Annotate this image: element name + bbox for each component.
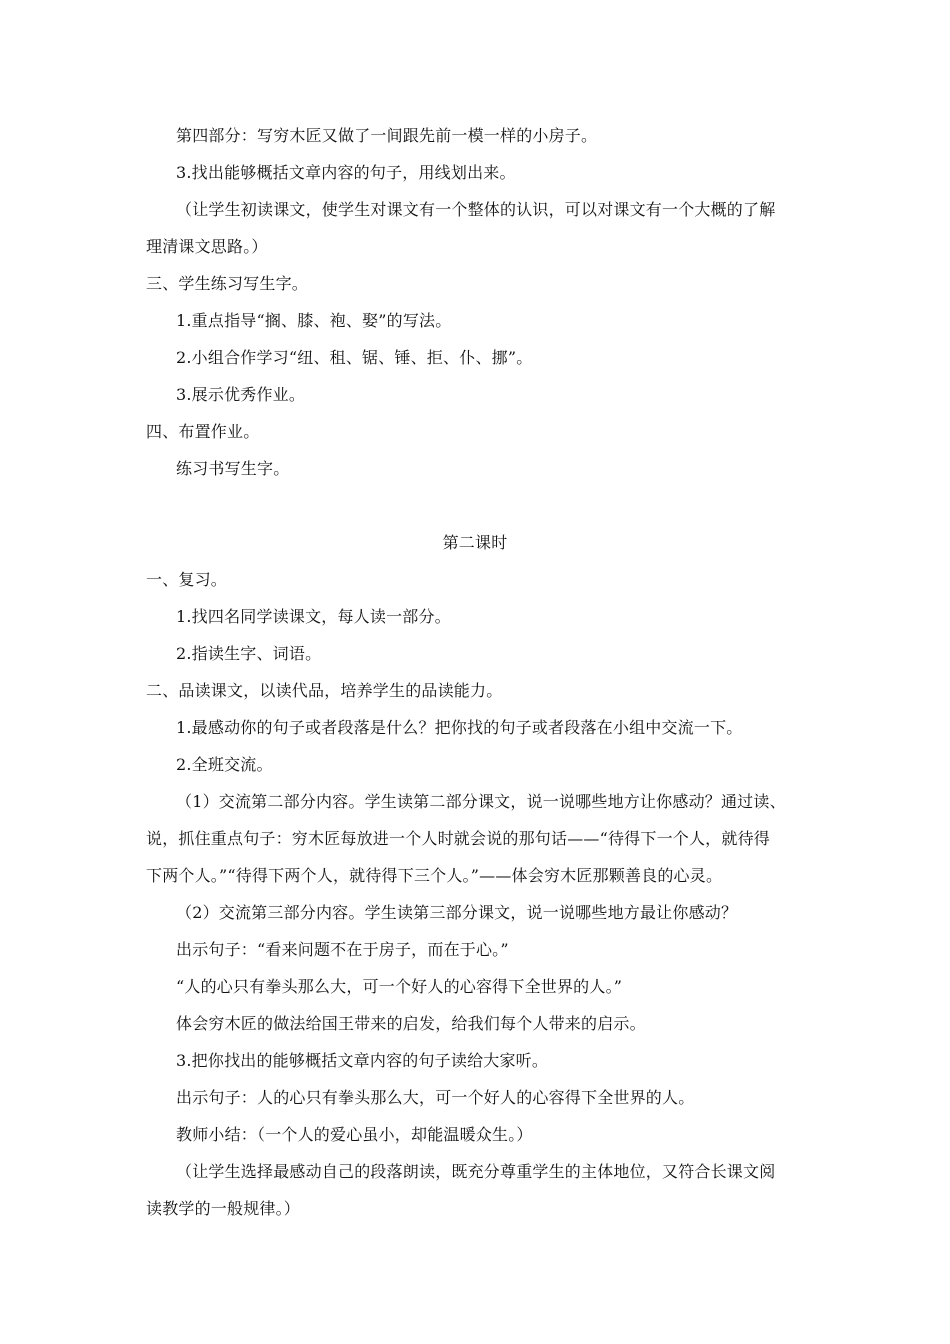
section-heading-4: 四、布置作业。 (146, 422, 260, 441)
quote-summary-sentence: 出示句子：人的心只有拳头那么大，可一个好人的心容得下全世界的人。 (176, 1088, 695, 1107)
paragraph-exchange-part2-line1: （1）交流第二部分内容。学生读第二部分课文，说一说哪些地方让你感动？通过读、 (176, 792, 786, 811)
section-heading-1: 一、复习。 (146, 570, 228, 589)
paragraph-exchange-part2-line2: 说，抓住重点句子：穷木匠每放进一个人时就会说的那句话——“待得下一个人，就待得 (146, 829, 770, 848)
quote-sentence-2: “人的心只有拳头那么大，可一个好人的心容得下全世界的人。” (176, 977, 623, 996)
teacher-summary: 教师小结：（一个人的爱心虽小，却能温暖众生。） (176, 1125, 533, 1144)
paragraph-inspiration: 体会穷木匠的做法给国王带来的启发，给我们每个人带来的启示。 (176, 1014, 646, 1033)
list-item-2-class-exchange: 2.全班交流。 (176, 755, 273, 774)
note-first-reading-line1: （让学生初读课文，使学生对课文有一个整体的认识，可以对课文有一个大概的了解 (176, 200, 776, 219)
list-item-3-show-work: 3.展示优秀作业。 (176, 385, 306, 404)
quote-sentence-1: 出示句子：“看来问题不在于房子，而在于心。” (176, 940, 509, 959)
list-item-2-group-study: 2.小组合作学习“纽、租、锯、锤、拒、仆、挪”。 (176, 348, 533, 367)
section-heading-2: 二、品读课文，以读代品，培养学生的品读能力。 (146, 681, 503, 700)
list-item-3-read-summary: 3.把你找出的能够概括文章内容的句子读给大家听。 (176, 1051, 549, 1070)
note-reading-line2: 读教学的一般规律。） (146, 1199, 301, 1218)
paragraph-part-four: 第四部分：写穷木匠又做了一间跟先前一模一样的小房子。 (176, 126, 598, 145)
note-first-reading-line2: 理清课文思路。） (146, 237, 268, 256)
list-item-1-guide-writing: 1.重点指导“搁、膝、袍、娶”的写法。 (176, 311, 452, 330)
section-heading-3: 三、学生练习写生字。 (146, 274, 309, 293)
note-reading-line1: （让学生选择最感动自己的段落朗读，既充分尊重学生的主体地位，又符合长课文阅 (176, 1162, 776, 1181)
paragraph-exchange-part3: （2）交流第三部分内容。学生读第三部分课文，说一说哪些地方最让你感动？ (176, 903, 738, 922)
list-item-2-read-words: 2.指读生字、词语。 (176, 644, 322, 663)
paragraph-exchange-part2-line3: 下两个人。”“待得下两个人，就待得下三个人。”——体会穷木匠那颗善良的心灵。 (146, 866, 723, 885)
homework-text: 练习书写生字。 (176, 459, 290, 478)
list-item-1-touching-sentence: 1.最感动你的句子或者段落是什么？把你找的句子或者段落在小组中交流一下。 (176, 718, 743, 737)
list-item-1-read-aloud: 1.找四名同学读课文，每人读一部分。 (176, 607, 451, 626)
list-item-3-find-summary: 3.找出能够概括文章内容的句子，用线划出来。 (176, 163, 516, 182)
lesson-two-heading: 第二课时 (442, 533, 508, 552)
